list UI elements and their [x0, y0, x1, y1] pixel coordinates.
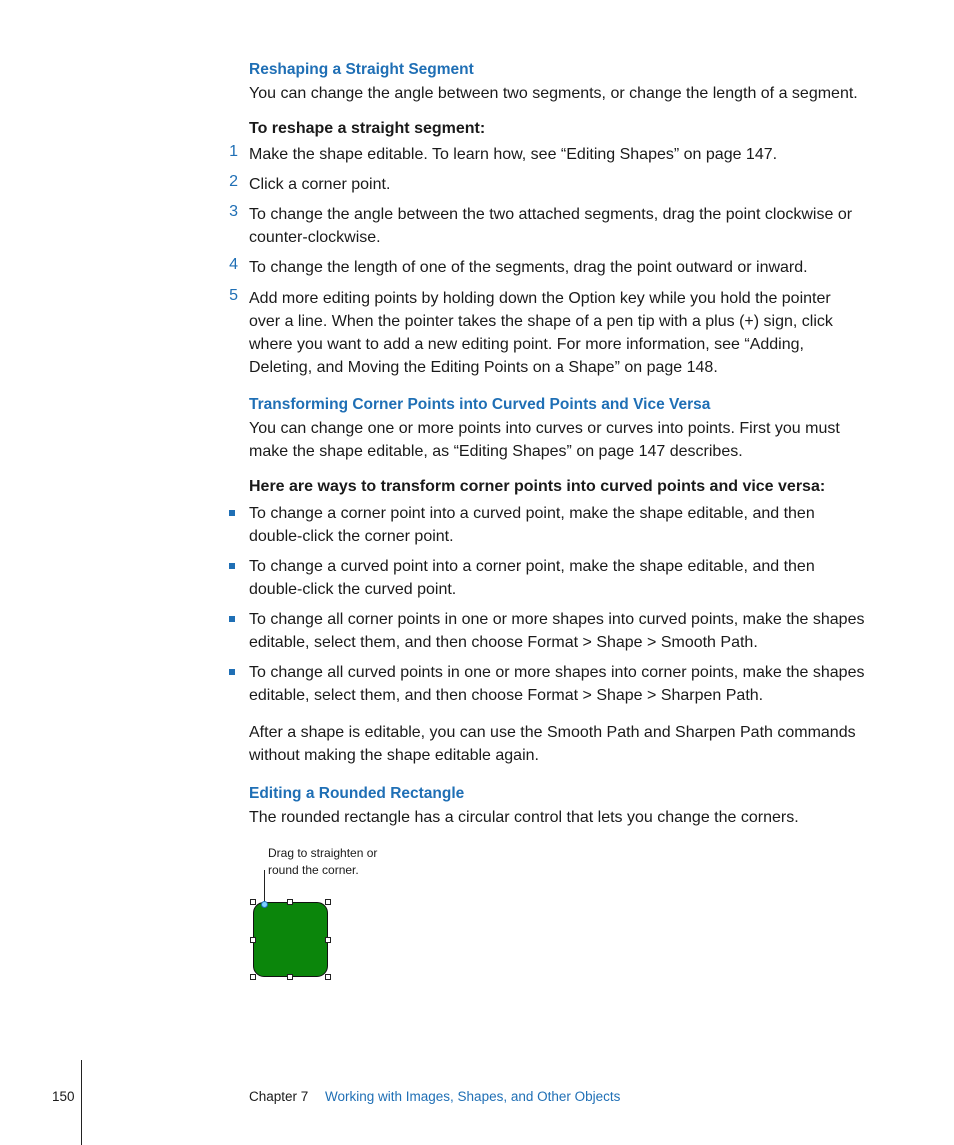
bullet-icon	[229, 669, 235, 675]
step-text: To change the angle between the two attached segments, drag the point clockwise or	[249, 206, 853, 223]
footer-divider	[81, 1060, 82, 1145]
footer-chapter-title: Working with Images, Shapes, and Other Objects	[325, 1089, 621, 1104]
paragraph: After a shape is editable, you can use the Smooth Path and Sharpen Path commands	[249, 724, 856, 741]
selection-handle	[250, 899, 256, 905]
step-text: Make the shape editable. To learn how, see “Editing Shapes” on page 147.	[249, 146, 778, 163]
step-number: 4	[229, 256, 238, 273]
bullet-text: double-click the corner point.	[249, 528, 454, 545]
selection-handle	[325, 899, 331, 905]
selection-handle	[287, 974, 293, 980]
bullet-icon	[229, 616, 235, 622]
corner-control-handle	[261, 901, 268, 908]
step-number: 1	[229, 143, 238, 160]
figure-caption: Drag to straighten or	[268, 846, 378, 860]
step-text: To change the length of one of the segments, drag the point outward or inward.	[249, 259, 808, 276]
bullet-text: editable, select them, and then choose Format > Shape > Sharpen Path.	[249, 687, 764, 704]
step-text: Deleting, and Moving the Editing Points on a Shape” on page 148.	[249, 359, 718, 376]
rounded-rectangle-figure	[253, 902, 328, 977]
bullet-icon	[229, 510, 235, 516]
selection-handle	[287, 899, 293, 905]
steps-title: To reshape a straight segment:	[249, 120, 486, 137]
page-number: 150	[52, 1089, 75, 1104]
step-number: 3	[229, 203, 238, 220]
callout-line	[264, 870, 265, 903]
selection-handle	[250, 937, 256, 943]
section-heading-rounded-rectangle: Editing a Rounded Rectangle	[249, 785, 465, 802]
footer-chapter: Chapter 7	[249, 1089, 309, 1104]
bullet-text: To change all curved points in one or more shapes into corner points, make the shapes	[249, 664, 865, 681]
step-text: Click a corner point.	[249, 176, 391, 193]
paragraph: You can change the angle between two segments, or change the length of a segment.	[249, 85, 858, 102]
paragraph: make the shape editable, as “Editing Shapes” on page 147 describes.	[249, 443, 743, 460]
bullet-text: To change a curved point into a corner point, make the shape editable, and then	[249, 558, 815, 575]
step-number: 5	[229, 287, 238, 304]
bullet-text: double-click the curved point.	[249, 581, 457, 598]
paragraph: without making the shape editable again.	[249, 747, 539, 764]
selection-handle	[325, 974, 331, 980]
section-heading-reshaping: Reshaping a Straight Segment	[249, 61, 474, 78]
section-heading-transforming: Transforming Corner Points into Curved Points and Vice Versa	[249, 396, 711, 413]
step-text: counter-clockwise.	[249, 229, 381, 246]
paragraph: You can change one or more points into curves or curves into points. First you must	[249, 420, 840, 437]
figure-caption: round the corner.	[268, 863, 359, 877]
selection-handle	[250, 974, 256, 980]
step-text: over a line. When the pointer takes the shape of a pen tip with a plus (+) sign, click	[249, 313, 833, 330]
selection-handle	[325, 937, 331, 943]
step-number: 2	[229, 173, 238, 190]
paragraph: The rounded rectangle has a circular control that lets you change the corners.	[249, 809, 799, 826]
step-text: Add more editing points by holding down the Option key while you hold the pointer	[249, 290, 831, 307]
rounded-rectangle-shape	[253, 902, 328, 977]
ways-title: Here are ways to transform corner points into curved points and vice versa:	[249, 478, 826, 495]
bullet-text: To change a corner point into a curved point, make the shape editable, and then	[249, 505, 815, 522]
step-text: where you want to add a new editing point. For more information, see “Adding,	[249, 336, 804, 353]
bullet-text: To change all corner points in one or more shapes into curved points, make the shapes	[249, 611, 865, 628]
bullet-icon	[229, 563, 235, 569]
bullet-text: editable, select them, and then choose Format > Shape > Smooth Path.	[249, 634, 758, 651]
